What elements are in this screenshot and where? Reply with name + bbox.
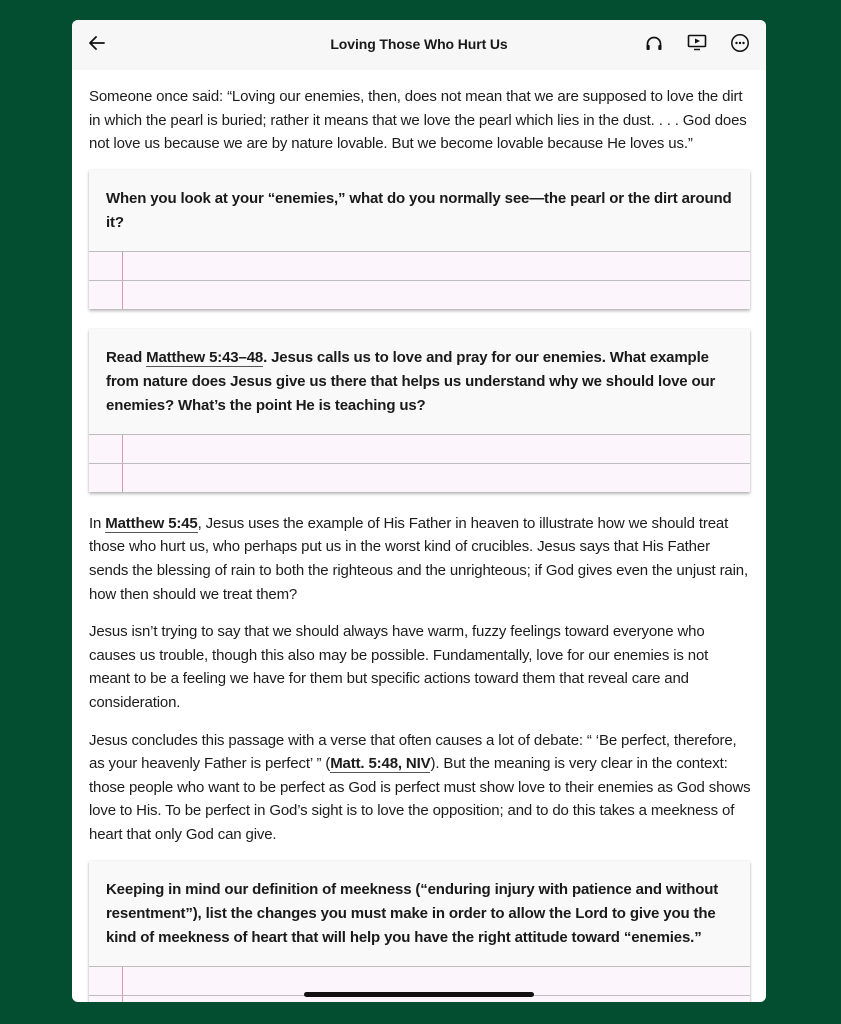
question-text-start: Read [106,348,147,366]
answer-line [89,966,750,995]
paragraph-quote: Someone once said: “Loving our enemies, then, does not mean that we are supposed to love the dirt in which the pearl is buried; rather it means that we love the pearl which lies in the dust. . . . God does not love us because we are by nature lovable. But we become lovable because He loves us.” [89,88,747,153]
question-text [89,329,750,434]
more-options-icon [730,33,750,58]
more-options-button[interactable] [729,34,751,56]
paragraph-feelings: Jesus isn’t trying to say that we should always have warm, fuzzy feelings toward everyone who causes us trouble, though this also may be possible. Fundamentally, love for our enemies is not meant to be a feeling we have for them but specific actions toward them that reveal care and consideration. [89,623,709,711]
reader-window [72,20,766,1002]
paragraph-text: , Jesus uses the example of His Father in heaven to illustrate how we should treat those who hurt us, who perhaps put us in the worst kind of crucibles. Jesus says that His Father sends the blessing of rain to both the righteous and the unrighteous; if God gives even the unjust rain, how then should we treat them? [89,514,749,603]
answer-line [89,463,750,492]
video-play-icon [687,34,707,56]
scripture-link[interactable]: Matthew 5:45 [105,514,198,532]
lesson-content [89,85,751,1002]
question-text-end: . Jesus calls us to love and pray for our enemies. What example from nature does Jesus give us there that helps us understand why we should love our enemies? What’s the point He is teaching us? [106,348,716,414]
top-nav-bar [72,20,766,70]
video-button[interactable] [686,34,708,56]
question-text: Keeping in mind our definition of meekness (“enduring injury with patience and without resentment”), list the changes you must make in order to allow the Lord to give you the kind of meekness of heart that will help you have the right attitude toward “enemies.” [106,880,719,946]
answer-input[interactable] [89,434,750,492]
question-card-2 [89,329,750,492]
question-text: When you look at your “enemies,” what do you normally see—the pearl or the dirt around it? [106,189,732,231]
headphones-icon [645,35,663,56]
answer-input[interactable] [89,251,750,309]
paragraph-rain [89,512,751,606]
paragraph-text: ). But the meaning is very clear in the context: those people who want to be perfect as God is perfect must show love to their enemies as God shows love to His. To be perfect in God’s sight is to love the opposition; and to do this takes a meekness of heart that only God can give. [89,755,751,843]
home-indicator[interactable] [304,992,534,997]
question-card-3 [89,861,750,1003]
paragraph-text: In [89,514,106,532]
question-card-1 [89,170,750,309]
scripture-link[interactable]: Matthew 5:43–48 [146,348,264,366]
paragraph-text: Jesus concludes this passage with a verse that often causes a lot of debate: “ ‘Be perfect, therefore, as your heavenly Father is perfect’ ” ( [89,731,737,773]
answer-line [89,251,750,280]
answer-line [89,434,750,463]
audio-button[interactable] [643,34,665,56]
paragraph-perfect [89,729,751,847]
page-title: Loving Those Who Hurt Us [330,36,508,52]
answer-line [89,280,750,309]
scripture-link[interactable]: Matt. 5:48, NIV [330,755,431,773]
